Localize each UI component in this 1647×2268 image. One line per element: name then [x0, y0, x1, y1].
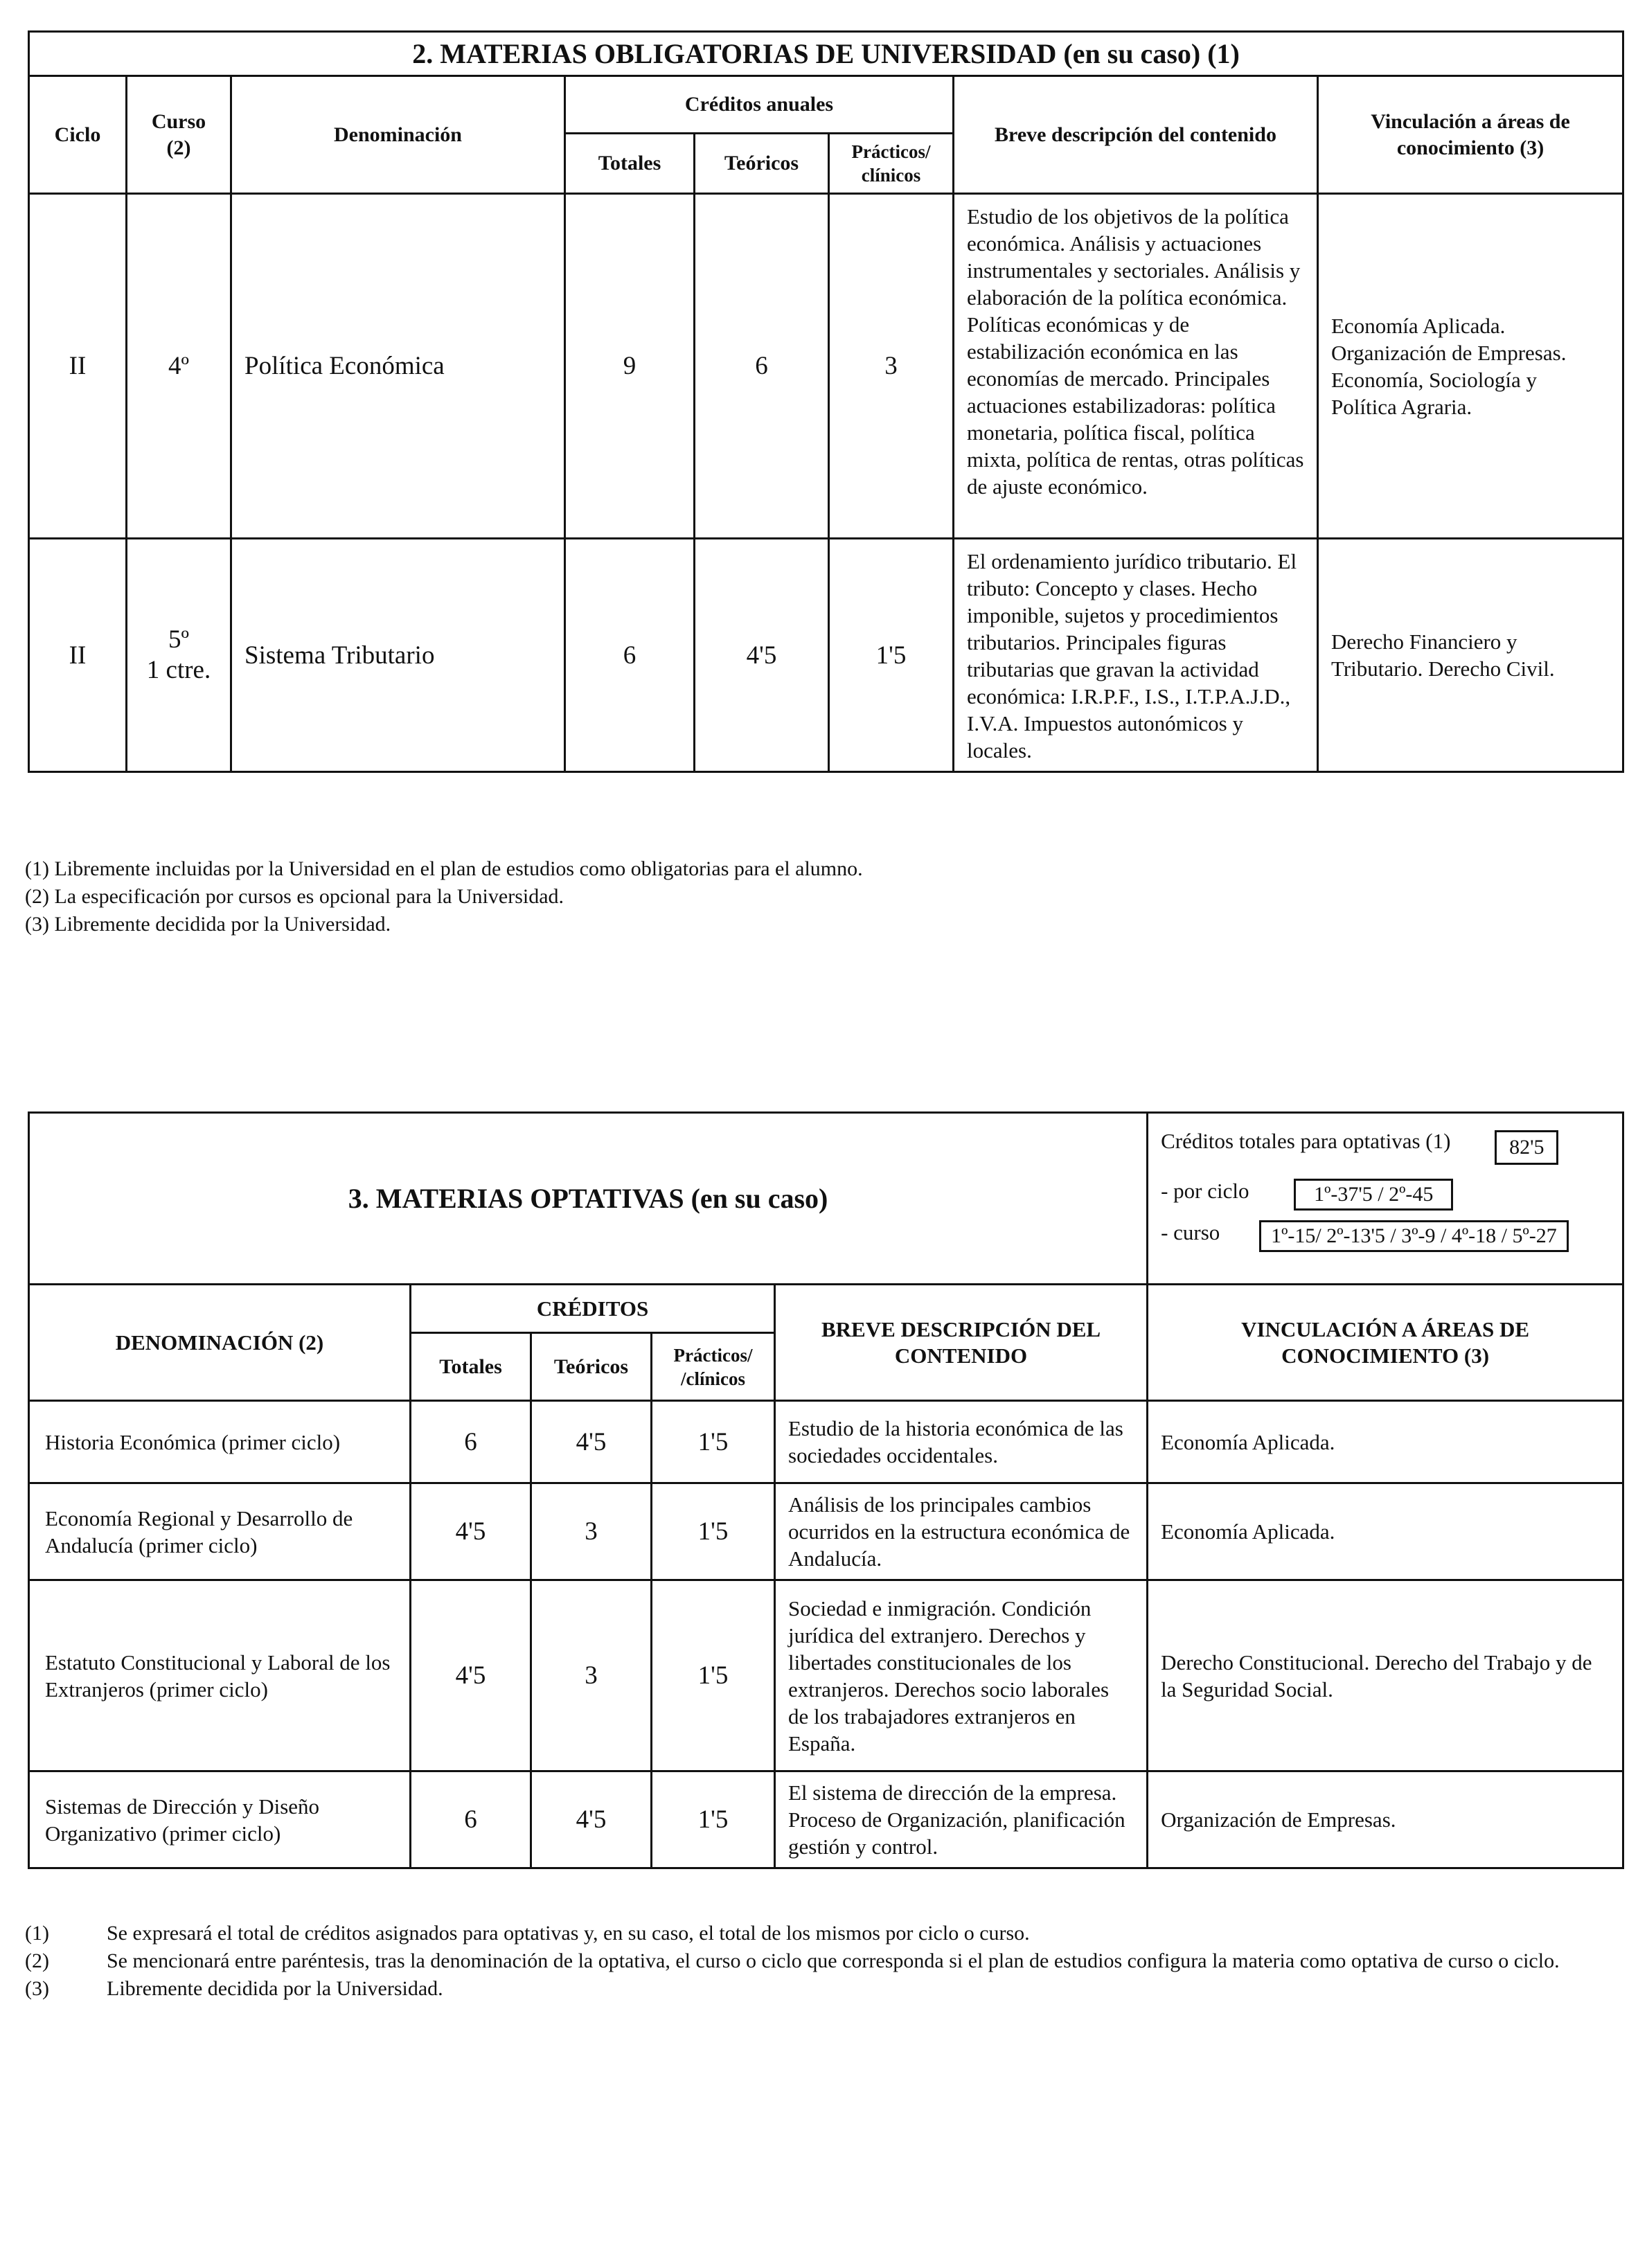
por-curso-label: - curso — [1161, 1220, 1220, 1244]
cell-vinculacion: Economía Aplicada. Organización de Empresas. Economía, Sociología y Política Agraria. — [1318, 194, 1623, 539]
cell-descripcion: Estudio de los objetivos de la política económica. Análisis y actuaciones instrumentales y sectoriales. Análisis y elaboración de la política económica. Políticas económicas y de estabilización económica en las economías de mercado. Principales actuaciones estabilizadoras: política monetaria, política fiscal, política mixta, política de rentas, otras políticas de ajuste económico. — [954, 194, 1318, 539]
cell-totales: 6 — [411, 1401, 531, 1483]
footnote-text: Se expresará el total de créditos asignados para optativas y, en su caso, el total de los mismos por ciclo o curso. — [107, 1922, 1030, 1945]
cell-descripcion: Análisis de los principales cambios ocurridos en la estructura económica de Andalucía. — [775, 1483, 1148, 1580]
cell-vinculacion: Economía Aplicada. — [1148, 1483, 1623, 1580]
note-3: (3) Libremente decidida por la Universidad. — [25, 913, 391, 936]
cell-teoricos: 3 — [531, 1483, 652, 1580]
cell-descripcion: Sociedad e inmigración. Condición jurídica del extranjero. Derechos y libertades constitucionales de los extranjeros. Derechos socio laborales de los trabajadores extranjeros en España. — [775, 1580, 1148, 1771]
cell-denominacion: Sistema Tributario — [231, 539, 565, 772]
cell-denominacion: Economía Regional y Desarrollo de Andalucía (primer ciclo) — [29, 1483, 411, 1580]
cell-denominacion: Política Económica — [231, 194, 565, 539]
cell-teoricos: 4'5 — [695, 539, 829, 772]
cell-totales: 6 — [565, 539, 695, 772]
cell-curso: 5º 1 ctre. — [127, 539, 231, 772]
section-3-footnotes — [25, 1920, 1611, 2003]
header-descripcion: Breve descripción del contenido — [954, 76, 1318, 194]
cell-denominacion: Historia Económica (primer ciclo) — [29, 1401, 411, 1483]
cell-ciclo: II — [29, 194, 127, 539]
section-2-title: 2. MATERIAS OBLIGATORIAS DE UNIVERSIDAD (en su caso) (1) — [29, 32, 1623, 76]
footnote-number: (1) — [25, 1922, 49, 1945]
header-teoricos: Teóricos — [531, 1333, 652, 1401]
header-practicos: Prácticos/ /clínicos — [652, 1333, 775, 1401]
por-curso-value: 1º-15/ 2º-13'5 / 3º-9 / 4º-18 / 5º-27 — [1259, 1220, 1569, 1252]
cell-teoricos: 4'5 — [531, 1771, 652, 1868]
header-totales: Totales — [411, 1333, 531, 1401]
footnote-2 — [25, 1947, 1611, 1975]
header-denominacion: Denominación — [231, 76, 565, 194]
cell-vinculacion: Derecho Constitucional. Derecho del Trabajo y de la Seguridad Social. — [1148, 1580, 1623, 1771]
footnote-number: (2) — [25, 1949, 49, 1972]
cell-practicos: 1'5 — [652, 1483, 775, 1580]
cell-totales: 6 — [411, 1771, 531, 1868]
cell-ciclo: II — [29, 539, 127, 772]
cell-descripcion: El ordenamiento jurídico tributario. El tributo: Concepto y clases. Hecho imponible, sujetos y procedimientos tributarios. Principales figuras tributarias que gravan la actividad económica: I.R.P.F., I.S., I.T.P.A.J.D., I.V.A. Impuestos autonómicos y locales. — [954, 539, 1318, 772]
header-practicos: Prácticos/ clínicos — [829, 134, 954, 194]
cell-totales: 4'5 — [411, 1483, 531, 1580]
total-creditos-label: Créditos totales para optativas (1) — [1161, 1129, 1451, 1153]
header-ciclo: Ciclo — [29, 76, 127, 194]
table-row — [29, 194, 1623, 539]
cell-vinculacion: Organización de Empresas. — [1148, 1771, 1623, 1868]
footnote-text: Se mencionará entre paréntesis, tras la denominación de la optativa, el curso o ciclo que corresponda si el plan de estudios configura la materia como optativa de curso o ciclo. — [107, 1949, 1560, 1972]
header-vinculacion: VINCULACIÓN A ÁREAS DE CONOCIMIENTO (3) — [1148, 1285, 1623, 1401]
cell-practicos: 3 — [829, 194, 954, 539]
cell-practicos: 1'5 — [652, 1771, 775, 1868]
note-1: (1) Libremente incluidas por la Universidad en el plan de estudios como obligatorias para el alumno. — [25, 857, 863, 880]
por-ciclo-label: - por ciclo — [1161, 1179, 1249, 1203]
table-row — [29, 1401, 1623, 1483]
cell-descripcion: El sistema de dirección de la empresa. Proceso de Organización, planificación gestión y control. — [775, 1771, 1148, 1868]
por-ciclo-value: 1º-37'5 / 2º-45 — [1294, 1179, 1453, 1211]
header-descripcion: BREVE DESCRIPCIÓN DEL CONTENIDO — [775, 1285, 1148, 1401]
header-teoricos: Teóricos — [695, 134, 829, 194]
footnote-text: Libremente decidida por la Universidad. — [107, 1977, 443, 2000]
section-2-notes — [25, 855, 863, 938]
header-curso: Curso (2) — [127, 76, 231, 194]
header-creditos: CRÉDITOS — [411, 1285, 775, 1333]
cell-teoricos: 4'5 — [531, 1401, 652, 1483]
obligatorias-table — [28, 30, 1624, 773]
table-row — [29, 539, 1623, 772]
optativas-table — [28, 1111, 1624, 1869]
note-2: (2) La especificación por cursos es opcional para la Universidad. — [25, 885, 564, 908]
header-totales: Totales — [565, 134, 695, 194]
table-row — [29, 1483, 1623, 1580]
cell-descripcion: Estudio de la historia económica de las sociedades occidentales. — [775, 1401, 1148, 1483]
header-creditos-anuales: Créditos anuales — [565, 76, 954, 134]
total-creditos-value: 82'5 — [1495, 1130, 1558, 1165]
cell-practicos: 1'5 — [829, 539, 954, 772]
footnote-3 — [25, 1975, 1611, 2003]
footnote-number: (3) — [25, 1977, 49, 2000]
table-row — [29, 1580, 1623, 1771]
cell-curso: 4º — [127, 194, 231, 539]
header-denominacion: DENOMINACIÓN (2) — [29, 1285, 411, 1401]
cell-teoricos: 3 — [531, 1580, 652, 1771]
cell-totales: 9 — [565, 194, 695, 539]
cell-practicos: 1'5 — [652, 1401, 775, 1483]
cell-practicos: 1'5 — [652, 1580, 775, 1771]
creditos-summary — [1148, 1113, 1623, 1285]
table-row — [29, 1771, 1623, 1868]
header-vinculacion: Vinculación a áreas de conocimiento (3) — [1318, 76, 1623, 194]
cell-denominacion: Sistemas de Dirección y Diseño Organizativo (primer ciclo) — [29, 1771, 411, 1868]
cell-vinculacion: Derecho Financiero y Tributario. Derecho Civil. — [1318, 539, 1623, 772]
cell-vinculacion: Economía Aplicada. — [1148, 1401, 1623, 1483]
section-3-title: 3. MATERIAS OPTATIVAS (en su caso) — [29, 1113, 1148, 1285]
cell-totales: 4'5 — [411, 1580, 531, 1771]
footnote-1 — [25, 1920, 1611, 1947]
cell-teoricos: 6 — [695, 194, 829, 539]
cell-denominacion: Estatuto Constitucional y Laboral de los Extranjeros (primer ciclo) — [29, 1580, 411, 1771]
